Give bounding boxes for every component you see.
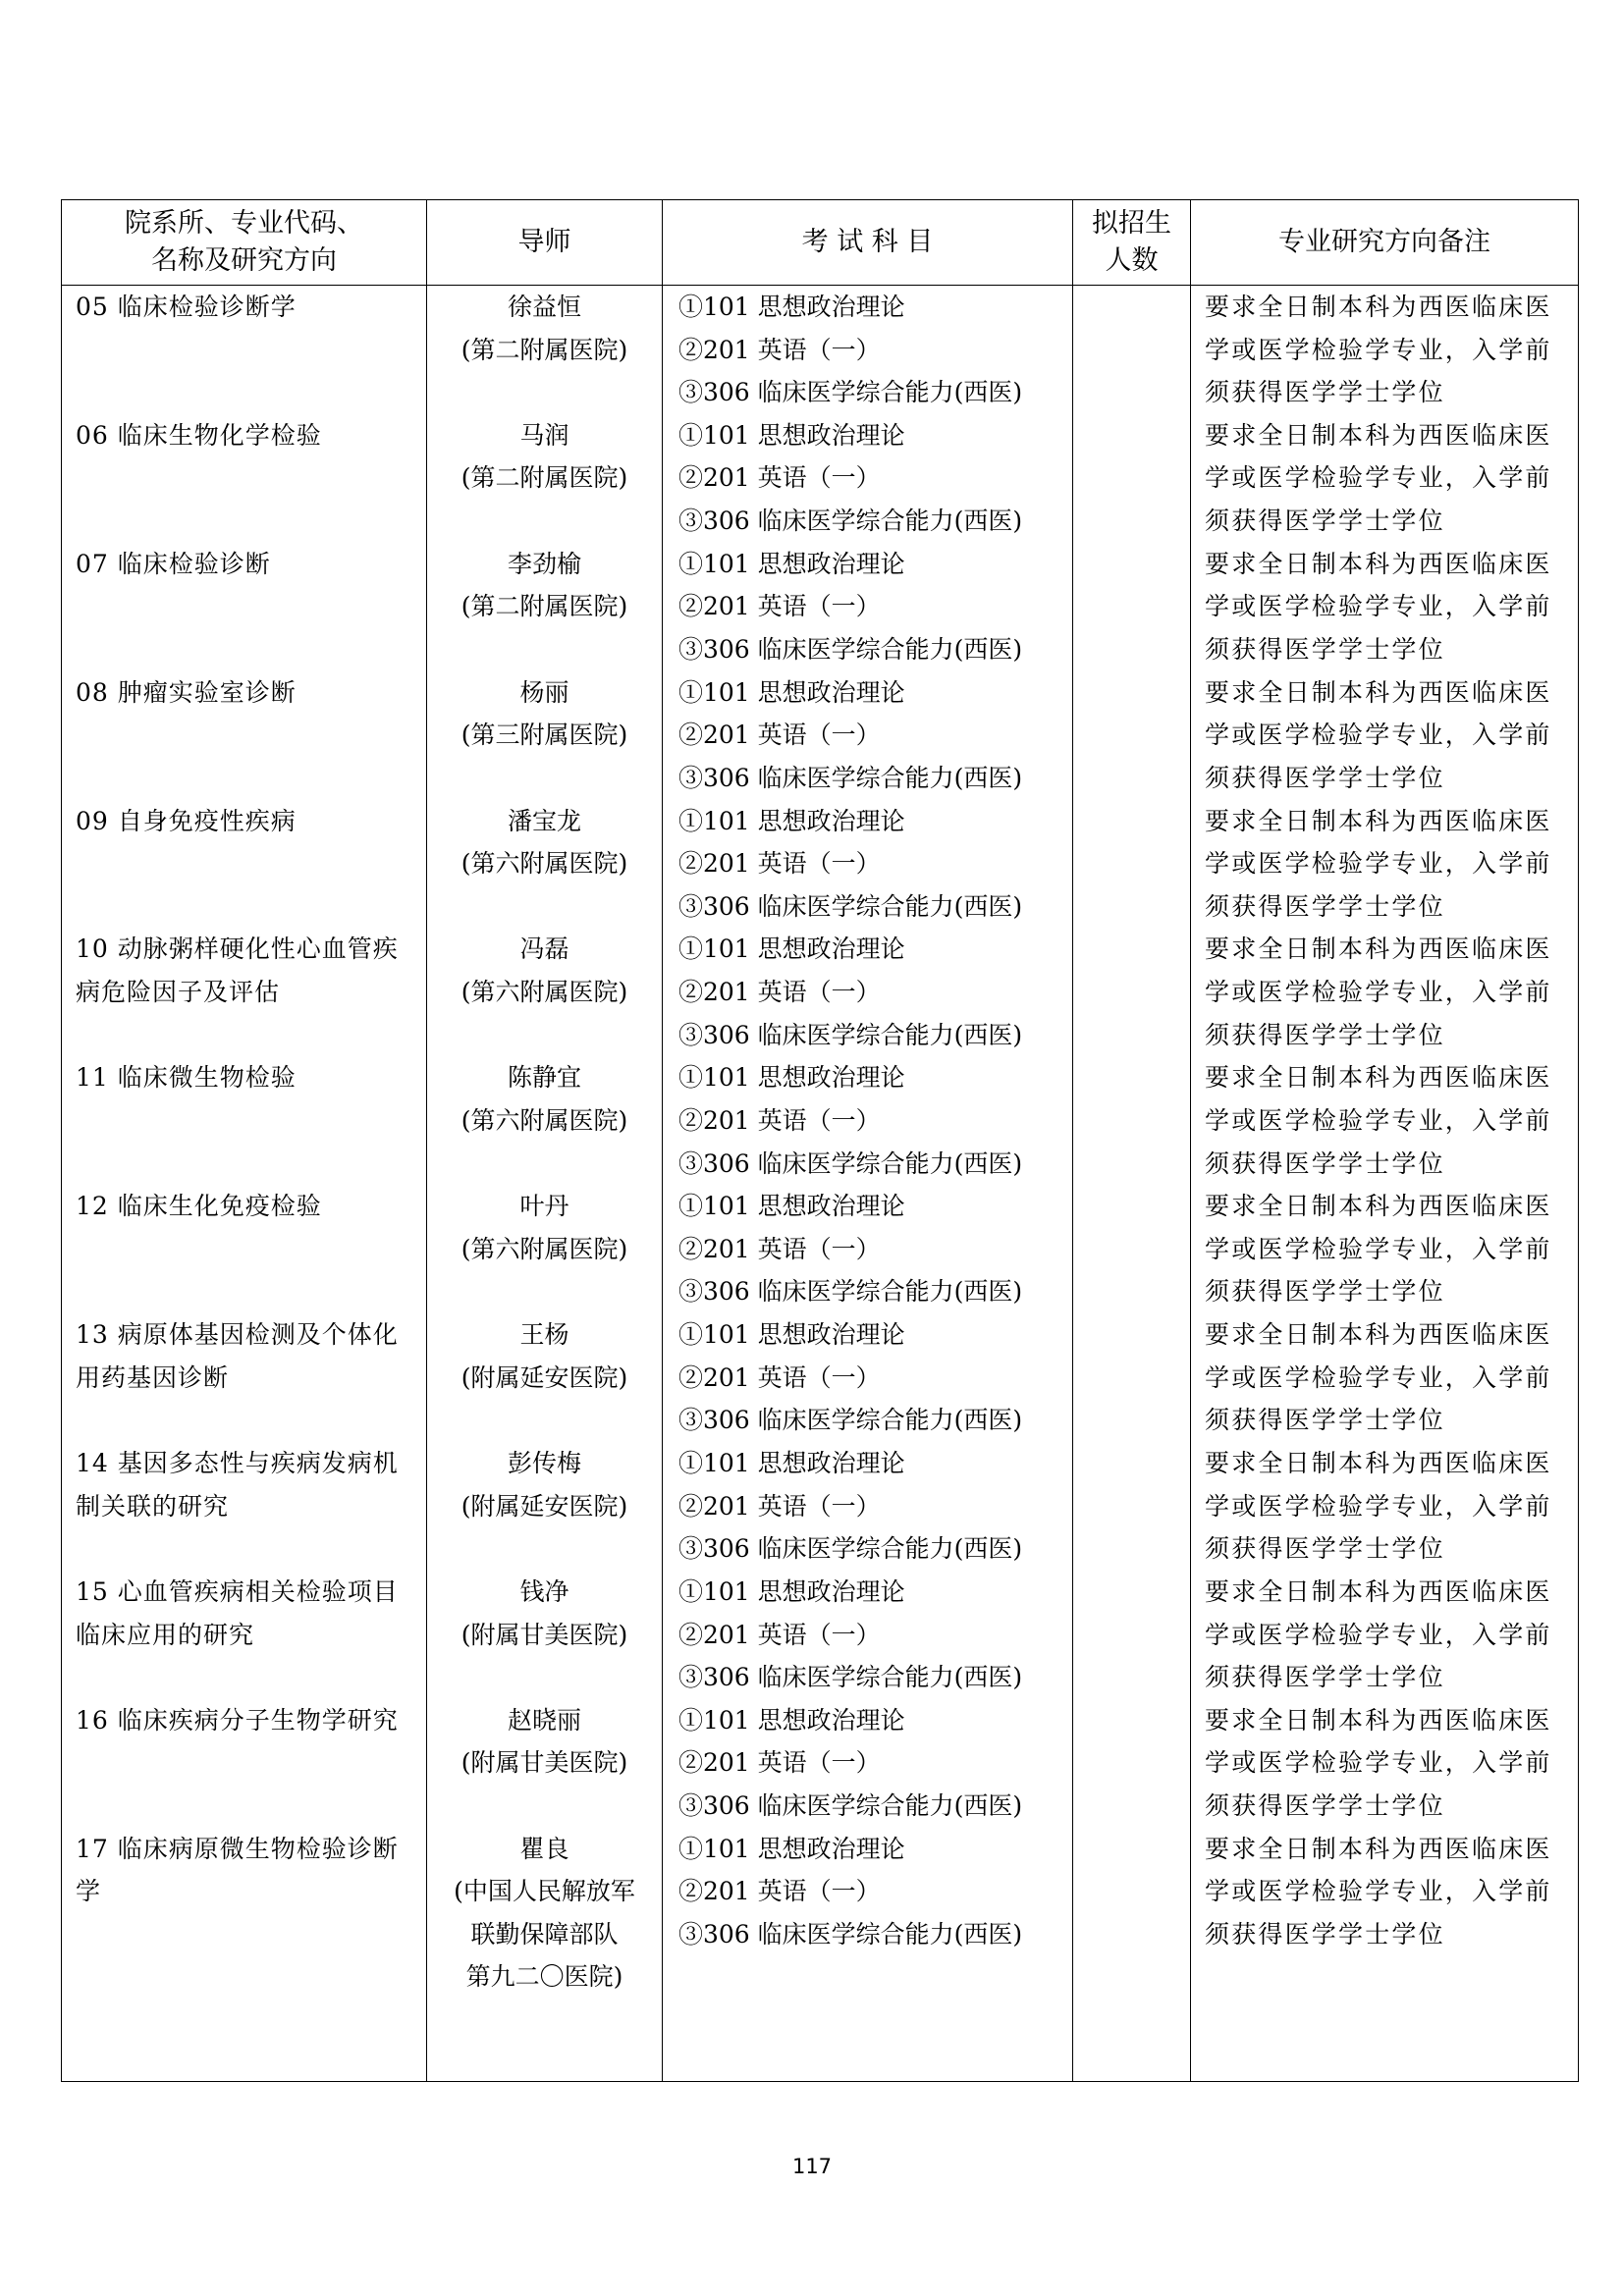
direction-note-text: 要求全日制本科为西医临床医学或医学检验学专业，入学前须获得医学学士学位 — [1205, 549, 1552, 664]
direction-note — [1191, 928, 1578, 1056]
exam-subject-clinical: ③306 临床医学综合能力(西医) — [678, 1790, 1023, 1820]
exam-subject-clinical: ③306 临床医学综合能力(西医) — [678, 1919, 1023, 1949]
exam-subject-clinical: ③306 临床医学综合能力(西医) — [678, 891, 1023, 921]
research-direction-label: 14 基因多态性与疾病发病机制关联的研究 — [76, 1449, 399, 1521]
research-direction-label: 13 病原体基因检测及个体化用药基因诊断 — [76, 1320, 399, 1392]
exam-subject-clinical: ③306 临床医学综合能力(西医) — [678, 763, 1023, 792]
exam-subject-clinical: ③306 临床医学综合能力(西医) — [678, 1020, 1023, 1049]
research-direction-label: 09 自身免疫性疾病 — [76, 806, 297, 835]
supervisor — [427, 1185, 662, 1313]
quota-value — [1073, 543, 1190, 671]
exam-subjects — [663, 286, 1072, 414]
supervisor — [427, 1442, 662, 1571]
research-direction — [62, 1828, 426, 2062]
supervisor-name: 马润 — [519, 420, 569, 450]
supervisor-affiliation-line2: 联勤保障部队 — [470, 1919, 619, 1949]
direction-note — [1191, 1699, 1578, 1828]
quota-value — [1073, 671, 1190, 800]
supervisor-name: 杨丽 — [519, 677, 569, 707]
supervisor — [427, 543, 662, 671]
exam-subject-english: ②201 英语（一） — [678, 1234, 881, 1263]
quota-value — [1073, 1185, 1190, 1313]
exam-subject-clinical: ③306 临床医学综合能力(西医) — [678, 1534, 1023, 1564]
exam-subject-english: ②201 英语（一） — [678, 1748, 881, 1778]
exam-subject-politics: ①101 思想政治理论 — [678, 1834, 905, 1863]
direction-note — [1191, 1056, 1578, 1185]
direction-cell — [62, 286, 427, 2082]
direction-note-text: 要求全日制本科为西医临床医学或医学检验学专业，入学前须获得医学学士学位 — [1205, 1320, 1552, 1435]
supervisor-name: 彭传梅 — [507, 1449, 581, 1478]
research-direction — [62, 286, 426, 414]
research-direction-label: 17 临床病原微生物检验诊断学 — [76, 1834, 399, 1906]
direction-note-text: 要求全日制本科为西医临床医学或医学检验学专业，入学前须获得医学学士学位 — [1205, 1063, 1552, 1178]
exam-subject-clinical: ③306 临床医学综合能力(西医) — [678, 1406, 1023, 1435]
supervisor-affiliation: (中国人民解放军 — [454, 1877, 635, 1906]
supervisor-affiliation: (第六附属医院) — [460, 1234, 628, 1263]
enrollment-catalog-table — [61, 199, 1579, 2082]
exam-subject-clinical: ③306 临床医学综合能力(西医) — [678, 507, 1023, 536]
supervisor — [427, 1571, 662, 1699]
supervisor — [427, 1699, 662, 1828]
supervisor-name: 钱净 — [519, 1576, 569, 1606]
quota-value — [1073, 800, 1190, 929]
exam-subject-politics: ①101 思想政治理论 — [678, 1576, 905, 1606]
research-direction — [62, 414, 426, 543]
direction-note-text: 要求全日制本科为西医临床医学或医学检验学专业，入学前须获得医学学士学位 — [1205, 677, 1552, 792]
exam-subject-english: ②201 英语（一） — [678, 1491, 881, 1521]
supervisor-name: 冯磊 — [519, 934, 569, 964]
supervisor-affiliation: (第二附属医院) — [460, 592, 628, 621]
quota-value — [1073, 928, 1190, 1056]
quota-value — [1073, 414, 1190, 543]
direction-note — [1191, 1442, 1578, 1571]
research-direction-label: 16 临床疾病分子生物学研究 — [76, 1705, 399, 1735]
direction-note — [1191, 1185, 1578, 1313]
direction-note-text: 要求全日制本科为西医临床医学或医学检验学专业，入学前须获得医学学士学位 — [1205, 1449, 1552, 1564]
direction-note — [1191, 543, 1578, 671]
supervisor-cell — [427, 286, 663, 2082]
supervisor-affiliation: (第六附属医院) — [460, 849, 628, 879]
research-direction — [62, 1056, 426, 1185]
research-direction — [62, 671, 426, 800]
quota-value — [1073, 1313, 1190, 1442]
quota-value — [1073, 1571, 1190, 1699]
supervisor-name: 李劲榆 — [507, 549, 581, 578]
exam-subject-english: ②201 英语（一） — [678, 1620, 881, 1649]
exam-subject-politics: ①101 思想政治理论 — [678, 1705, 905, 1735]
exam-subject-english: ②201 英语（一） — [678, 1105, 881, 1135]
supervisor — [427, 1056, 662, 1185]
table-header — [62, 200, 1579, 286]
research-direction-label: 10 动脉粥样硬化性心血管疾病危险因子及评估 — [76, 934, 399, 1007]
exam-subject-english: ②201 英语（一） — [678, 1877, 881, 1906]
quota-value — [1073, 286, 1190, 414]
supervisor — [427, 414, 662, 543]
supervisor-affiliation: (附属延安医院) — [460, 1362, 628, 1392]
exam-subject-politics: ①101 思想政治理论 — [678, 934, 905, 964]
exam-subject-english: ②201 英语（一） — [678, 463, 881, 493]
supervisor-name: 潘宝龙 — [507, 806, 581, 835]
table-row — [62, 286, 1579, 2082]
exam-subject-politics: ①101 思想政治理论 — [678, 806, 905, 835]
exam-subjects — [663, 1699, 1072, 1828]
direction-note — [1191, 1828, 1578, 2062]
exam-subject-english: ②201 英语（一） — [678, 721, 881, 750]
supervisor-affiliation: (第六附属医院) — [460, 1105, 628, 1135]
exam-subjects — [663, 543, 1072, 671]
research-direction-label: 11 临床微生物检验 — [76, 1063, 297, 1093]
header-notes: 专业研究方向备注 — [1191, 200, 1579, 286]
header-quota: 拟招生 人数 — [1073, 200, 1191, 286]
supervisor-affiliation: (附属甘美医院) — [460, 1748, 628, 1778]
exam-subject-politics: ①101 思想政治理论 — [678, 1449, 905, 1478]
exam-subject-politics: ①101 思想政治理论 — [678, 549, 905, 578]
exam-subject-clinical: ③306 临床医学综合能力(西医) — [678, 1148, 1023, 1178]
quota-cell — [1073, 286, 1191, 2082]
supervisor — [427, 671, 662, 800]
direction-note — [1191, 1571, 1578, 1699]
exam-subject-clinical: ③306 临床医学综合能力(西医) — [678, 1663, 1023, 1692]
supervisor-name: 叶丹 — [519, 1192, 569, 1221]
supervisor-name: 赵晓丽 — [507, 1705, 581, 1735]
supervisor-affiliation: (附属甘美医院) — [460, 1620, 628, 1649]
direction-note-text: 要求全日制本科为西医临床医学或医学检验学专业，入学前须获得医学学士学位 — [1205, 1834, 1552, 1949]
exam-subject-clinical: ③306 临床医学综合能力(西医) — [678, 634, 1023, 664]
research-direction-label: 08 肿瘤实验室诊断 — [76, 677, 297, 707]
research-direction-label: 07 临床检验诊断 — [76, 549, 271, 578]
direction-note — [1191, 286, 1578, 414]
supervisor-name: 陈静宜 — [507, 1063, 581, 1093]
exam-subject-clinical: ③306 临床医学综合能力(西医) — [678, 1277, 1023, 1307]
supervisor-affiliation: (第六附属医院) — [460, 978, 628, 1007]
quota-value — [1073, 1828, 1190, 2062]
direction-note-text: 要求全日制本科为西医临床医学或医学检验学专业，入学前须获得医学学士学位 — [1205, 1705, 1552, 1820]
exam-subjects — [663, 1571, 1072, 1699]
research-direction-label: 05 临床检验诊断学 — [76, 293, 297, 321]
quota-value — [1073, 1442, 1190, 1571]
direction-note — [1191, 671, 1578, 800]
exam-subjects — [663, 1185, 1072, 1313]
exam-subject-politics: ①101 思想政治理论 — [678, 293, 905, 321]
supervisor — [427, 1313, 662, 1442]
direction-note-text: 要求全日制本科为西医临床医学或医学检验学专业，入学前须获得医学学士学位 — [1205, 293, 1552, 407]
note-cell — [1191, 286, 1579, 2082]
exam-subject-english: ②201 英语（一） — [678, 592, 881, 621]
exam-subject-politics: ①101 思想政治理论 — [678, 1192, 905, 1221]
supervisor — [427, 928, 662, 1056]
supervisor-affiliation: (附属延安医院) — [460, 1491, 628, 1521]
header-direction: 院系所、专业代码、 名称及研究方向 — [62, 200, 427, 286]
supervisor-name: 瞿良 — [519, 1834, 569, 1863]
supervisor-affiliation-line3: 第九二〇医院) — [465, 1962, 623, 1992]
direction-note-text: 要求全日制本科为西医临床医学或医学检验学专业，入学前须获得医学学士学位 — [1205, 1576, 1552, 1692]
direction-note-text: 要求全日制本科为西医临床医学或医学检验学专业，入学前须获得医学学士学位 — [1205, 1192, 1552, 1307]
research-direction — [62, 800, 426, 929]
quota-value — [1073, 1056, 1190, 1185]
exam-subjects — [663, 1313, 1072, 1442]
research-direction-label: 06 临床生物化学检验 — [76, 420, 322, 450]
exam-subject-clinical: ③306 临床医学综合能力(西医) — [678, 378, 1023, 407]
supervisor — [427, 286, 662, 414]
exam-cell — [663, 286, 1073, 2082]
supervisor — [427, 1828, 662, 2062]
exam-subjects — [663, 1056, 1072, 1185]
direction-note — [1191, 1313, 1578, 1442]
direction-note — [1191, 800, 1578, 929]
table-body — [62, 286, 1579, 2082]
page-number: 117 — [791, 2155, 833, 2178]
exam-subject-english: ②201 英语（一） — [678, 849, 881, 879]
exam-subjects — [663, 1828, 1072, 2062]
direction-note-text: 要求全日制本科为西医临床医学或医学检验学专业，入学前须获得医学学士学位 — [1205, 934, 1552, 1049]
exam-subject-politics: ①101 思想政治理论 — [678, 1063, 905, 1093]
research-direction — [62, 1442, 426, 1571]
supervisor-affiliation: (第三附属医院) — [460, 721, 628, 750]
exam-subject-politics: ①101 思想政治理论 — [678, 420, 905, 450]
research-direction — [62, 1185, 426, 1313]
direction-note — [1191, 414, 1578, 543]
supervisor-name: 王杨 — [519, 1320, 569, 1350]
research-direction — [62, 1571, 426, 1699]
header-exam-subjects: 考 试 科 目 — [663, 200, 1073, 286]
exam-subjects — [663, 928, 1072, 1056]
exam-subject-politics: ①101 思想政治理论 — [678, 1320, 905, 1350]
header-supervisor: 导师 — [427, 200, 663, 286]
exam-subject-english: ②201 英语（一） — [678, 1362, 881, 1392]
exam-subject-english: ②201 英语（一） — [678, 978, 881, 1007]
research-direction-label: 15 心血管疾病相关检验项目临床应用的研究 — [76, 1576, 399, 1649]
exam-subjects — [663, 1442, 1072, 1571]
exam-subject-english: ②201 英语（一） — [678, 335, 881, 364]
supervisor — [427, 800, 662, 929]
supervisor-name: 徐益恒 — [507, 293, 581, 321]
direction-note-text: 要求全日制本科为西医临床医学或医学检验学专业，入学前须获得医学学士学位 — [1205, 420, 1552, 536]
direction-note-text: 要求全日制本科为西医临床医学或医学检验学专业，入学前须获得医学学士学位 — [1205, 806, 1552, 921]
supervisor-affiliation: (第二附属医院) — [460, 463, 628, 493]
research-direction — [62, 928, 426, 1056]
supervisor-affiliation: (第二附属医院) — [460, 335, 628, 364]
exam-subject-politics: ①101 思想政治理论 — [678, 677, 905, 707]
exam-subjects — [663, 414, 1072, 543]
research-direction — [62, 543, 426, 671]
research-direction — [62, 1313, 426, 1442]
research-direction-label: 12 临床生化免疫检验 — [76, 1192, 322, 1221]
exam-subjects — [663, 800, 1072, 929]
exam-subjects — [663, 671, 1072, 800]
quota-value — [1073, 1699, 1190, 1828]
research-direction — [62, 1699, 426, 1828]
